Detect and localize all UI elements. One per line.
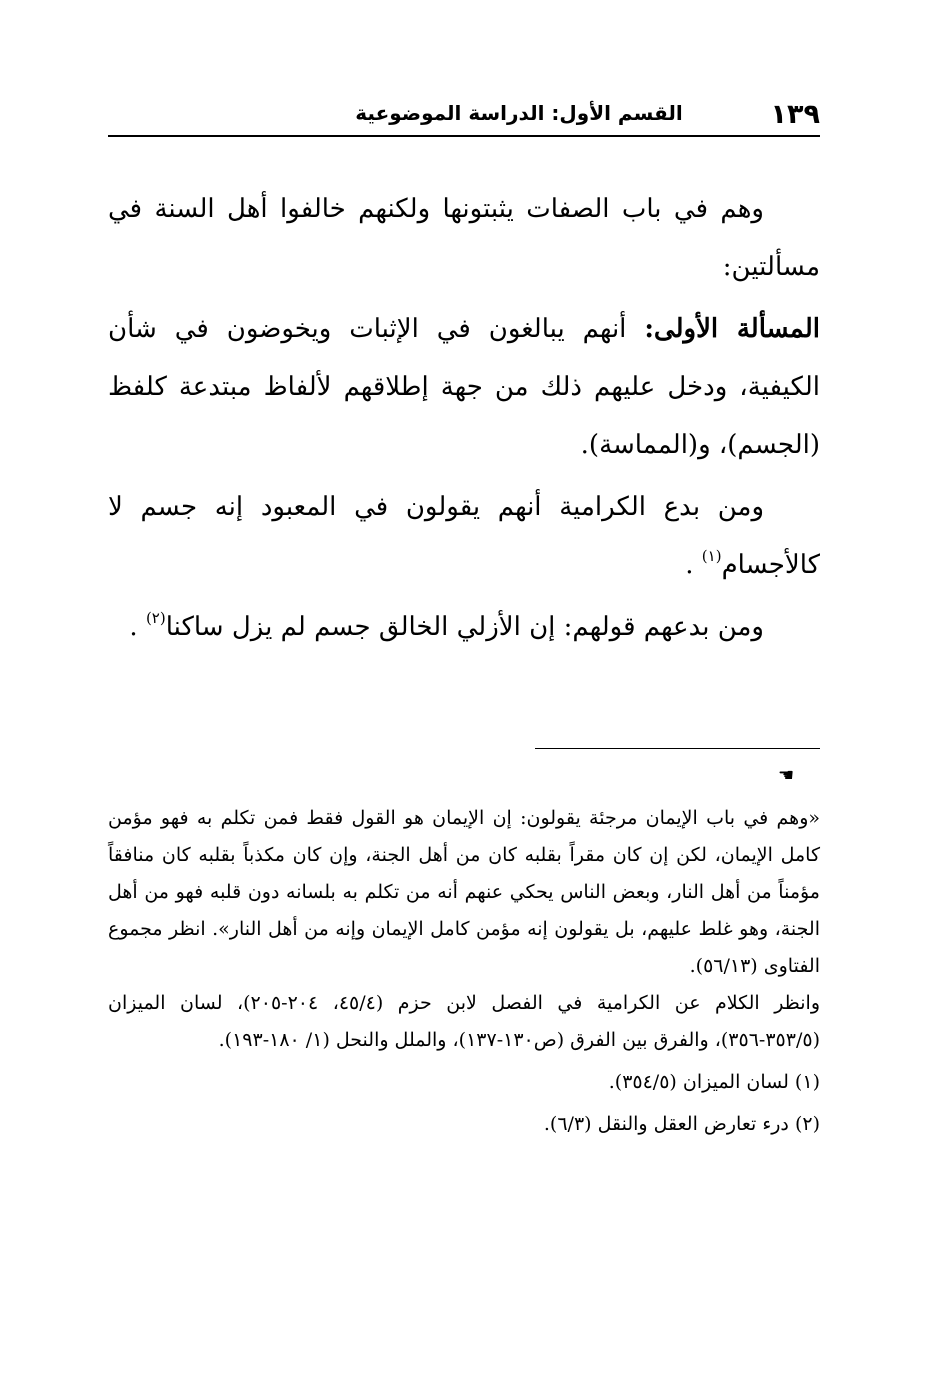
karramiya-text: ومن بدع الكرامية أنهم يقولون في المعبود إنه جسم لا كالأجسام [108, 492, 820, 580]
page-header [108, 95, 820, 137]
footnote-ref-1: (١) [701, 547, 722, 565]
issue-heading: المسألة الأولى: [644, 314, 820, 344]
main-text [108, 180, 820, 656]
footnote-1: (١) لسان الميزان (٣٥٤/٥). [608, 1071, 820, 1093]
paragraph-first-issue [108, 300, 820, 474]
footnote-ref-2: (٢) [145, 609, 166, 627]
running-title: القسم الأول: الدراسة الموضوعية [355, 101, 683, 125]
page-number: ١٣٩ [770, 99, 820, 130]
footnote-separator [535, 748, 820, 749]
issue-text: أنهم يبالغون في الإثبات ويخوضون في شأن الكيفية، ودخل عليهم ذلك من جهة إطلاقهم لألفاظ مبتدعة كلفظ (الجسم)، و(المماسة). [108, 314, 820, 460]
footnotes [108, 800, 820, 1143]
pointing-hand-icon: ☚ [778, 765, 795, 786]
innovations-text: ومن بدعهم قولهم: إن الأزلي الخالق جسم لم يزل ساكنا [165, 612, 764, 642]
paragraph-period: . [129, 612, 138, 642]
footnote-continued: «وهم في باب الإيمان مرجئة يقولون: إن الإيمان هو القول فقط فمن تكلم به فهو مؤمن كامل الإيمان، لكن إن كان مقراً بقلبه كان من أهل الجنة، وإن كان مكذباً بقلبه كان منافقاً مؤمناً من أهل النار، وبعض الناس يحكي عنهم أنه من تكلم به بلسانه دون قلبه فهو من أهل الجنة، وهو غلط عليهم، بل يقولون إنه مؤمن كامل الإيمان وإنه من أهل النار». انظر مجموع الفتاوى (٥٦/١٣). [108, 807, 820, 977]
paragraph-period: . [685, 550, 694, 580]
paragraph-innovations [108, 598, 820, 656]
paragraph-karramiya [108, 478, 820, 594]
footnote-continued-sources: وانظر الكلام عن الكرامية في الفصل لابن حزم (٤٥/٤، ٢٠٤-٢٠٥)، لسان الميزان (٣٥٣/٥-٣٥٦)، والفرق بين الفرق (ص١٣٠-١٣٧)، والملل والنحل (١/ ١٨٠-١٩٣). [108, 992, 821, 1051]
footnote-2: (٢) درء تعارض العقل والنقل (٦/٣). [543, 1113, 820, 1135]
paragraph-intro: وهم في باب الصفات يثبتونها ولكنهم خالفوا أهل السنة في مسألتين: [108, 194, 820, 282]
